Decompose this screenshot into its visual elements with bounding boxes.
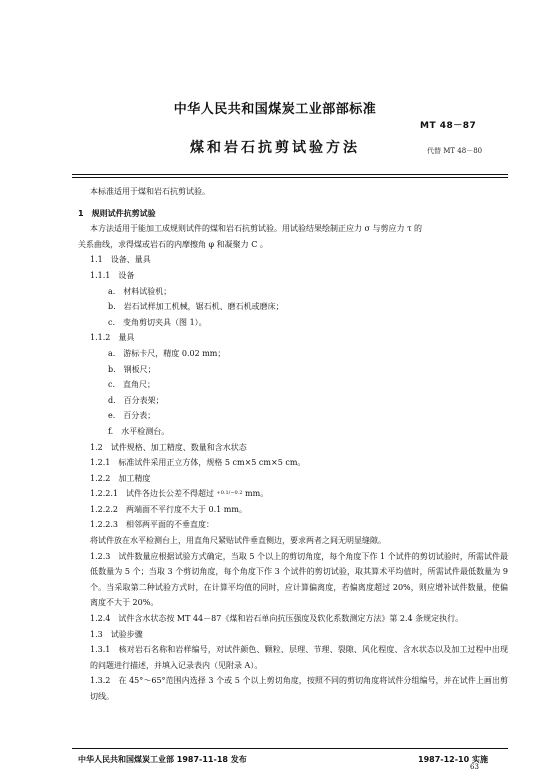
clause-1-2-3: 1.2.3 试件数量应根据试验方式确定，当取 5 个以上的剪切角度，每个角度下作 1 个试件的剪切试验时，所需试件最低数量为 5 个；当取 3 个剪切角度，每个角度下作 3 个试件的剪切试验，取其算术平均值时，所需试件最低数量为 9 个。当采取第二种试验方式时，在计算平均值的同时，应计算偏离度，若偏离度超过 20%，则应增补试件数量，使偏离度不大于 20%。 xyxy=(90,551,508,608)
section-1-paragraph-line-2: 关系曲线，求得煤或岩石的内摩擦角 φ 和凝聚力 C 。 xyxy=(78,239,268,249)
clause-1-1-2: 1.1.2 量具 xyxy=(90,333,135,343)
section-1-heading: 1 规则试件抗剪试验 xyxy=(78,208,156,218)
header-rule-secondary xyxy=(72,177,508,178)
section-1-paragraph-line-1: 本方法适用于能加工成规则试件的煤和岩石抗剪试验。用试验结果绘制正应力 σ 与剪应力 τ 的 xyxy=(90,224,423,234)
clause-1-2-1: 1.2.1 标准试件采用正立方体，规格 5 cm×5 cm×5 cm。 xyxy=(90,458,306,468)
issue-date: 中华人民共和国煤炭工业部 1987-11-18 发布 xyxy=(78,755,247,764)
clause-1-2-2-1 xyxy=(78,486,508,502)
page-number: 63 xyxy=(470,763,479,771)
list-item: b. 钢板尺； xyxy=(108,364,156,374)
clause-1-2-4: 1.2.4 试件含水状态按 MT 44－87《煤和岩石单向抗压强度及软化系数测定方法》第 2.4 条规定执行。 xyxy=(90,614,464,624)
clause-1-2-2-3-note: 将试件放在水平检测台上，用直角尺紧贴试件垂直侧边，要求两者之间无明显缝隙。 xyxy=(90,536,386,546)
list-item: a. 材料试验机； xyxy=(108,286,172,296)
clause-1-2-2: 1.2.2 加工精度 xyxy=(90,473,151,483)
tolerance-value: +0.1/−0.2 xyxy=(216,490,243,497)
list-item: f. 水平检测台。 xyxy=(108,426,170,436)
list-item: e. 百分表； xyxy=(108,411,156,421)
clause-text: 1.2.2.1 试件各边长公差不得超过 xyxy=(90,489,217,499)
standard-code: MT 48－87 xyxy=(420,121,477,131)
document-title: 煤和岩石抗剪试验方法 xyxy=(190,140,360,156)
intro-paragraph: 本标准适用于煤和岩石抗剪试验。 xyxy=(90,187,210,196)
clause-1-3-1: 1.3.1 核对岩石名称和岩样编号，对试件颜色、颗粒、层理、节理、裂隙、风化程度、含水状态以及加工过程中出现的问题进行描述，并填入记录表内（见附录 A）。 xyxy=(90,645,508,670)
document-body xyxy=(78,184,508,705)
clause-1-2-2-2: 1.2.2.2 两端面不平行度不大于 0.1 mm。 xyxy=(90,504,247,514)
clause-1-3: 1.3 试验步骤 xyxy=(90,629,143,639)
clause-1-3-2: 1.3.2 在 45°～65°范围内选择 3 个或 5 个以上剪切角度，按照不同的剪切角度将试件分组编号，并在试件上画出剪切线。 xyxy=(90,676,508,701)
replaces-note: 代替 MT 48－80 xyxy=(427,147,483,155)
footer-rule xyxy=(72,748,508,749)
effective-date: 1987-12-10 实施 xyxy=(418,755,488,764)
clause-1-1-1: 1.1.1 设备 xyxy=(90,270,135,280)
clause-text: mm。 xyxy=(242,489,269,499)
list-item: b. 岩石试样加工机械，锯石机、磨石机或磨床； xyxy=(108,302,284,312)
list-item: a. 游标卡尺，精度 0.02 mm； xyxy=(108,348,226,358)
issuing-organization: 中华人民共和国煤炭工业部部标准 xyxy=(173,102,377,117)
list-item: c. 变角剪切夹具（图 1）。 xyxy=(108,317,207,327)
list-item: c. 直角尺； xyxy=(108,380,156,390)
header-rule xyxy=(72,174,508,175)
clause-1-1: 1.1 设备、量具 xyxy=(90,255,151,265)
list-item: d. 百分表架； xyxy=(108,395,164,405)
clause-1-2-2-3: 1.2.2.3 相邻两平面的不垂直度： xyxy=(90,520,214,530)
clause-1-2: 1.2 试件规格、加工精度、数量和含水状态 xyxy=(90,442,247,452)
